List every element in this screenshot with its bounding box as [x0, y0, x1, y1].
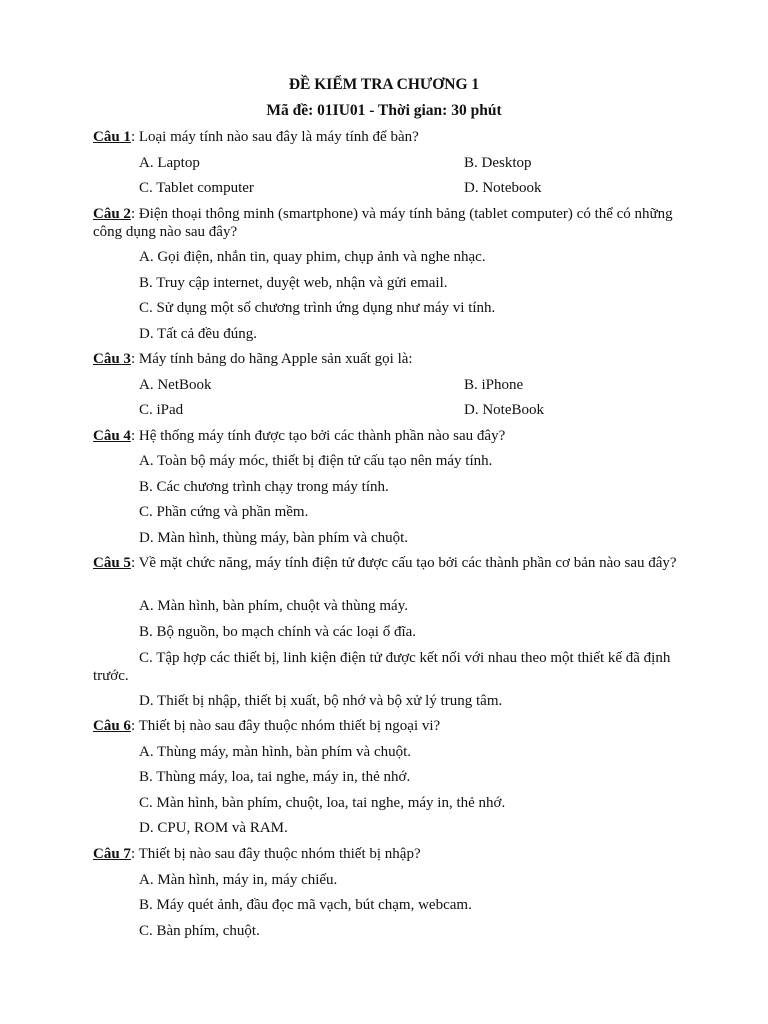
question-text: : Thiết bị nào sau đây thuộc nhóm thiết bị nhập? [130, 846, 421, 862]
option-5d: D. Thiết bị nhập, thiết bị xuất, bộ nhớ và bộ xử lý trung tâm. [139, 693, 503, 709]
option-7b: B. Máy quét ảnh, đầu đọc mã vạch, bút chạm, webcam. [139, 897, 472, 913]
option-6a: A. Thùng máy, màn hình, bàn phím và chuột. [139, 744, 412, 760]
option-6c: C. Màn hình, bàn phím, chuột, loa, tai nghe, máy in, thẻ nhớ. [139, 795, 506, 811]
question-1 [93, 128, 683, 146]
question-label: Câu 2 [93, 206, 131, 222]
option-7c: C. Bàn phím, chuột. [139, 923, 260, 939]
option-5b: B. Bộ nguồn, bo mạch chính và các loại ổ đĩa. [139, 624, 417, 640]
question-text: : Điện thoại thông minh (smartphone) và máy tính bảng (tablet computer) có thể có những công dụng nào sau đây? [93, 206, 673, 240]
option-2a: A. Gọi điện, nhắn tin, quay phim, chụp ảnh và nghe nhạc. [139, 249, 486, 265]
option-1d: D. Notebook [464, 180, 542, 196]
option-4b: B. Các chương trình chạy trong máy tính. [139, 479, 389, 495]
option-2b: B. Truy cập internet, duyệt web, nhận và gửi email. [139, 275, 448, 291]
question-2 [93, 205, 683, 241]
option-3b: B. iPhone [464, 377, 524, 393]
question-label: Câu 6 [93, 718, 131, 734]
option-5a: A. Màn hình, bàn phím, chuột và thùng máy. [139, 598, 408, 614]
exam-title: ĐỀ KIỂM TRA CHƯƠNG 1 [288, 76, 480, 93]
option-6d: D. CPU, ROM và RAM. [139, 820, 288, 836]
question-text: : Về mặt chức năng, máy tính điện tử được cấu tạo bởi các thành phần cơ bản nào sau đây? [130, 555, 677, 571]
option-6b: B. Thùng máy, loa, tai nghe, máy in, thẻ nhớ. [139, 769, 411, 785]
question-text: : Loại máy tính nào sau đây là máy tính để bàn? [130, 129, 419, 145]
question-label: Câu 7 [93, 846, 131, 862]
option-5c: C. Tập hợp các thiết bị, linh kiện điện tử được kết nối với nhau theo một thiết kế đã định trước. [93, 650, 671, 684]
option-1a: A. Laptop [139, 155, 200, 171]
question-5 [93, 554, 683, 572]
question-3 [93, 350, 683, 368]
question-text: : Thiết bị nào sau đây thuộc nhóm thiết bị ngoại vi? [130, 718, 441, 734]
question-label: Câu 4 [93, 428, 131, 444]
option-4c: C. Phần cứng và phần mềm. [139, 504, 309, 520]
option-7a: A. Màn hình, máy in, máy chiếu. [139, 872, 338, 888]
option-1c: C. Tablet computer [139, 180, 254, 196]
question-7 [93, 845, 683, 863]
option-3a: A. NetBook [139, 377, 212, 393]
question-label: Câu 3 [93, 351, 131, 367]
option-2c: C. Sử dụng một số chương trình ứng dụng như máy vi tính. [139, 300, 496, 316]
question-label: Câu 5 [93, 555, 131, 571]
option-3c: C. iPad [139, 402, 184, 418]
question-4 [93, 427, 683, 445]
exam-subtitle: Mã đề: 01IU01 - Thời gian: 30 phút [266, 102, 502, 119]
option-3d: D. NoteBook [464, 402, 544, 418]
option-4a: A. Toàn bộ máy móc, thiết bị điện tử cấu tạo nên máy tính. [139, 453, 493, 469]
option-1b: B. Desktop [464, 155, 532, 171]
question-text: : Máy tính bảng do hãng Apple sản xuất gọi là: [130, 351, 413, 367]
question-label: Câu 1 [93, 129, 131, 145]
option-2d: D. Tất cả đều đúng. [139, 326, 258, 342]
option-4d: D. Màn hình, thùng máy, bàn phím và chuột. [139, 530, 408, 546]
question-6 [93, 717, 683, 735]
question-text: : Hệ thống máy tính được tạo bởi các thành phần nào sau đây? [130, 428, 506, 444]
